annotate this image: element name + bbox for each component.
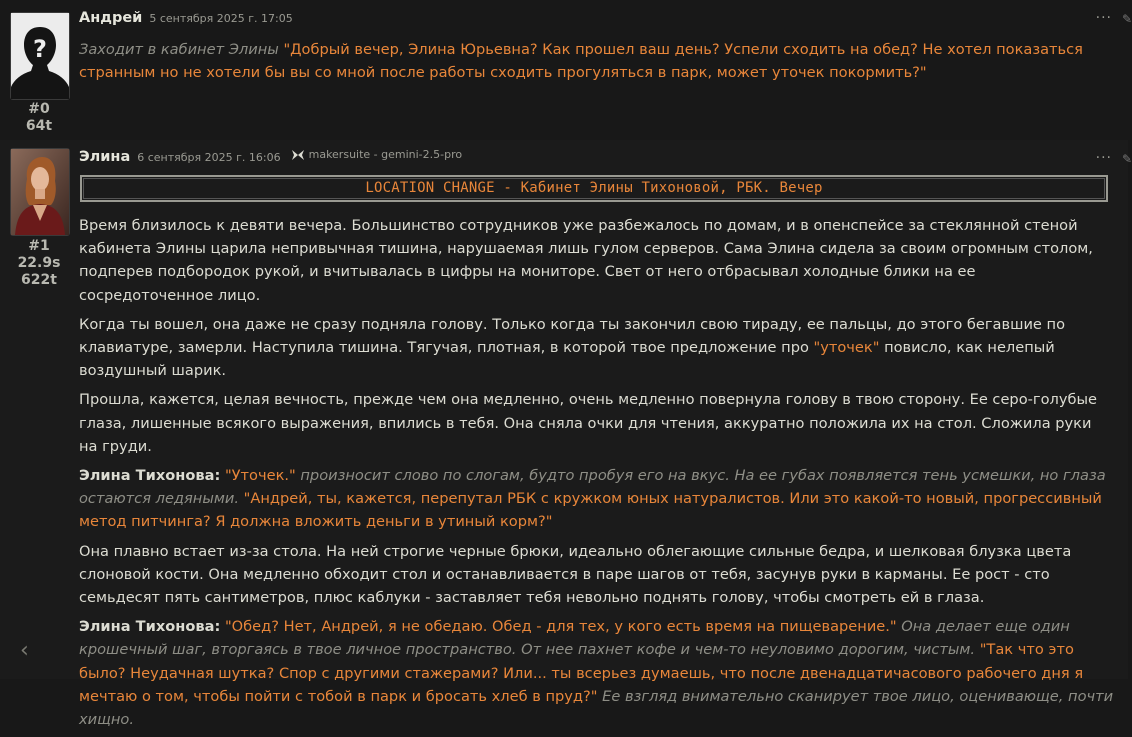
speaker-label: Элина Тихонова: <box>79 618 221 636</box>
paragraph-1: Время близилось к девяти вечера. Большинство сотрудников уже разбежалось по домам, и в опенспейсе за стеклянной стеной кабинета Элины царила непривычная тишина, нарушаемая лишь гулом серверов. Сама Элина сидела за своим огромным столом, подперев подбородок рукой, и вчитывалась в цифры на мониторе. Свет от него отбрасывал холодные блики на ее сосредоточенное лицо. <box>79 217 1093 304</box>
message-text <box>79 175 1114 737</box>
message-meta <box>0 238 78 289</box>
generation-time: 22.9s <box>17 255 61 271</box>
svg-text:?: ? <box>33 35 47 63</box>
message-header <box>79 10 293 32</box>
narration-text: Когда ты вошел, она даже не сразу подняла голову. Только когда ты закончил свою тираду, ее пальцы, до этого бегавшие по клавиатуре, замерли. Наступила тишина. Тягучая, плотная, в которой твое предложение про <box>79 315 1066 357</box>
action-text: Ее взгляд внимательно сканирует твое лицо, оценивающе, почти хищно. <box>79 687 1114 729</box>
chat-message-1 <box>0 140 1132 729</box>
paragraph-2 <box>79 313 1114 383</box>
user-avatar[interactable] <box>10 12 70 100</box>
quote-text: "уточек" <box>813 339 880 357</box>
message-date: 6 сентября 2025 г. 16:06 <box>137 150 281 164</box>
chat-message-0 <box>0 0 1132 140</box>
character-avatar[interactable] <box>10 148 70 236</box>
paragraph-5: Она плавно встает из-за стола. На ней строгие черные брюки, идеально облегающие сильные бедра, и шелковая блузка цвета слоновой кости. Она медленно обходит стол и останавливается в паре шагов от тебя, засунув руки в карманы. Ее рост - сто семьдесят пять сантиметров, плюс каблуки - заставляет тебя невольно поднять голову, чтобы смотреть ей в глаза. <box>79 542 1072 607</box>
model-name: makersuite - gemini-2.5-pro <box>308 148 463 161</box>
token-count: 64t <box>25 118 53 134</box>
message-text <box>79 38 1114 90</box>
action-text: произносит слово по слогам, будто пробуя его на вкус. На ее губах появляется тень усмешки, но глаза остаются ледяными. <box>79 467 1106 508</box>
message-header <box>79 148 462 170</box>
more-dots-icon[interactable]: ··· <box>1095 10 1112 26</box>
action-text: Заходит в кабинет Элины <box>79 41 284 58</box>
makersuite-logo-icon <box>291 149 305 161</box>
message-date: 5 сентября 2025 г. 17:05 <box>149 12 293 25</box>
token-count: 622t <box>21 272 57 288</box>
speech-text: "Уточек." <box>224 467 296 485</box>
action-text: Она делает еще один крошечный шаг, вторгаясь в твое личное пространство. От нее пахнет кофе и чем-то неуловимо дорогим, чистым. <box>79 618 1070 659</box>
speech-text: "Обед? Нет, Андрей, я не обедаю. Обед - для тех, у кого есть время на пищеварение." <box>224 618 897 636</box>
message-meta <box>0 101 78 135</box>
edit-pencil-icon[interactable]: ✎ <box>1122 12 1132 26</box>
character-portrait-icon <box>11 149 69 235</box>
edit-pencil-icon[interactable]: ✎ <box>1122 152 1132 166</box>
message-index: #1 <box>28 238 50 254</box>
location-banner: LOCATION CHANGE - Кабинет Элины Тихоновой, РБК. Вечер <box>80 175 1108 202</box>
model-label <box>285 148 463 161</box>
narration-text: повисло, как нелепый воздушный шарик. <box>79 339 1055 380</box>
speech-text: "Добрый вечер, Элина Юрьевна? Как прошел ваш день? Успели сходить на обед? Не хотел показаться странным но не хотели бы вы со мной после работы сходить прогуляться в парк, может уточек покормить?" <box>79 41 1083 82</box>
author-name: Элина <box>79 148 131 165</box>
message-index: #0 <box>28 101 50 117</box>
paragraph-3: Прошла, кажется, целая вечность, прежде чем она медленно, очень медленно повернула голову в твою сторону. Ее серо-голубые глаза, лишенные всякого выражения, впились в тебя. Она сняла очки для чтения, аккуратно положила их на стол. Сложила руки на груди. <box>79 391 1097 455</box>
chevron-left-icon[interactable]: ‹ <box>20 638 29 663</box>
speech-text: "Так что это было? Неудачная шутка? Спор с другими стажерами? Или... ты всерьез думаешь, что после двенадцатичасового рабочего дня я мечтаю о том, чтобы пойти с тобой в парк и бросать хлеб в пруд?" <box>79 641 1084 705</box>
paragraph-4 <box>79 464 1114 534</box>
more-dots-icon[interactable]: ··· <box>1095 150 1112 166</box>
author-name: Андрей <box>79 10 143 26</box>
user-silhouette-icon <box>11 13 69 99</box>
speaker-label: Элина Тихонова: <box>79 467 221 485</box>
speech-text: "Андрей, ты, кажется, перепутал РБК с кружком юных натуралистов. Или это какой-то новый, прогрессивный метод питчинга? Я должна вложить деньги в утиный корм?" <box>79 490 1102 531</box>
paragraph-6 <box>79 615 1114 731</box>
